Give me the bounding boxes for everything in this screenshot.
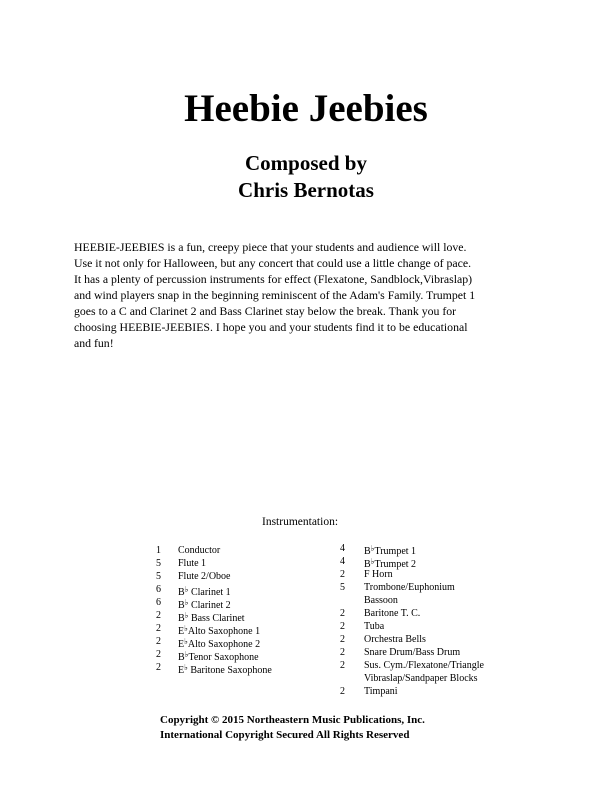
instrument-name: B♭Trumpet 1 [364,544,417,557]
instrument-name: B♭Tenor Saxophone [178,650,259,663]
flat-sign: ♭ [370,544,375,553]
instrument-name: Trombone/Euphonium [364,582,455,593]
instrument-quantity: 2 [156,623,161,634]
instrument-name: E♭Alto Saxophone 1 [178,624,261,637]
flat-sign: ♭ [184,637,188,646]
flat-sign: ♭ [184,611,189,620]
instrument-row [156,557,272,570]
flat-sign: ♭ [184,663,188,672]
flat-sign: ♭ [184,624,188,633]
instrument-row [340,633,484,646]
instrument-quantity: 6 [156,584,161,595]
instrument-quantity: 2 [156,636,161,647]
instrument-row [340,581,484,594]
program-notes-line: HEEBIE-JEEBIES is a fun, creepy piece that your students and audience will love. [74,240,467,254]
instrument-quantity: 2 [156,649,161,660]
instrument-quantity: 2 [340,647,345,658]
instrument-name: B♭ Clarinet 2 [178,598,231,611]
instrument-name: Conductor [178,545,221,556]
instrument-row [156,635,272,648]
instrument-quantity: 4 [340,556,345,567]
instrument-name: E♭ Baritone Saxophone [178,663,272,676]
instrument-row [156,596,272,609]
instrument-name: Tuba [364,621,385,632]
page-title: Heebie Jeebies [184,87,428,130]
program-notes-line: Use it not only for Halloween, but any concert that could use a little change of pace. [74,256,472,270]
program-notes [74,239,534,351]
instrumentation-list-right [340,542,484,698]
program-notes-line: It has a plenty of percussion instruments for effect (Flexatone, Sandblock,Vibraslap) [74,272,473,286]
instrument-name: F Horn [364,569,393,580]
instrument-row [340,620,484,633]
instrument-name: Baritone T. C. [364,608,421,619]
instrument-quantity: 5 [156,571,161,582]
instrumentation-heading: Instrumentation: [262,516,339,528]
instrument-quantity [340,594,364,607]
copyright-line: International Copyright Secured All Rights Reserved [160,729,410,741]
instrument-name: Vibraslap/Sandpaper Blocks [364,673,478,684]
instrument-name: Snare Drum/Bass Drum [364,647,461,658]
instrument-quantity: 2 [340,686,345,697]
instrument-name: B♭ Bass Clarinet [178,611,245,624]
composer-name: Chris Bernotas [238,178,374,202]
flat-sign: ♭ [184,650,189,659]
instrument-row [156,609,272,622]
flat-sign: ♭ [370,557,375,566]
program-notes-line: and wind players snap in the beginning reminiscent of the Adam's Family. Trumpet 1 [74,288,476,302]
instrument-row [156,583,272,596]
instrument-quantity: 2 [340,660,345,671]
instrument-name: Flute 1 [178,558,207,569]
program-notes-line: choosing HEEBIE-JEEBIES. I hope you and your students find it to be educational [74,320,468,334]
instrument-quantity: 2 [340,608,345,619]
instrument-quantity: 2 [156,662,161,673]
instrument-name: Sus. Cym./Flexatone/Triangle [364,660,484,671]
instrument-name: E♭Alto Saxophone 2 [178,637,261,650]
instrument-row [340,607,484,620]
flat-sign: ♭ [184,598,189,607]
instrument-row [340,594,484,607]
instrument-row [340,659,484,672]
instrumentation-list-left [156,544,272,674]
instrument-name: Timpani [364,686,398,697]
instrument-row [340,542,484,555]
program-notes-line: and fun! [74,336,114,350]
instrument-row [340,672,484,685]
instrument-row [340,555,484,568]
program-notes-line: goes to a C and Clarinet 2 and Bass Clarinet stay below the break. Thank you for [74,304,457,318]
composer-credit [0,150,612,204]
copyright-line: Copyright © 2015 Northeastern Music Publications, Inc. [160,714,425,726]
instrument-name: B♭ Clarinet 1 [178,585,231,598]
instrument-row [156,648,272,661]
instrument-name: B♭Trumpet 2 [364,557,417,570]
instrument-quantity: 2 [340,621,345,632]
copyright-notice [160,713,425,743]
instrument-quantity: 1 [156,545,161,556]
instrument-quantity: 2 [156,610,161,621]
instrument-quantity: 5 [156,558,161,569]
instrument-quantity: 6 [156,597,161,608]
composed-by-label: Composed by [245,151,367,175]
instrument-row [340,646,484,659]
instrument-name: Flute 2/Oboe [178,571,231,582]
instrument-row [156,544,272,557]
instrument-quantity: 5 [340,582,345,593]
flat-sign: ♭ [184,585,189,594]
instrument-row [340,685,484,698]
instrument-row [156,622,272,635]
instrument-quantity: 2 [340,569,345,580]
instrument-quantity: 2 [340,634,345,645]
instrument-row [156,661,272,674]
instrument-row [156,570,272,583]
instrument-name: Orchestra Bells [364,634,426,645]
instrument-quantity: 4 [340,543,345,554]
instrument-name: Bassoon [364,595,398,606]
